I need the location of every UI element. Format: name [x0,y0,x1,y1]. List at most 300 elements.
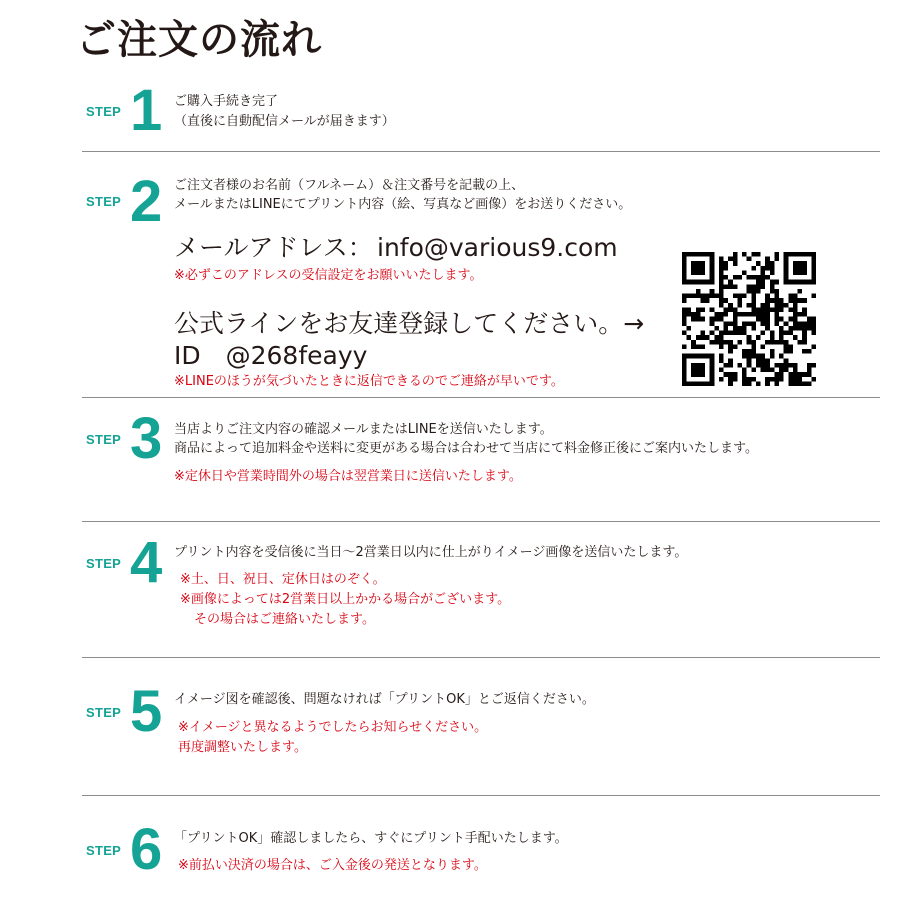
qr-module [811,270,816,275]
qr-module [714,294,719,299]
qr-module [765,261,770,266]
step6-note: ※前払い決済の場合は、ご入金後の発送となります。 [178,858,487,873]
qr-module [710,317,715,322]
qr-module [687,326,692,331]
qr-module [724,284,729,289]
qr-module [728,349,733,354]
qr-module [696,261,701,266]
qr-module [784,349,789,354]
qr-module [784,368,789,373]
qr-module [765,303,770,308]
qr-module [761,358,766,363]
qr-module [798,280,803,285]
qr-module [761,317,766,322]
qr-module [728,372,733,377]
qr-module [682,275,687,280]
qr-module [798,261,803,266]
qr-module [798,252,803,257]
qr-module [719,317,724,322]
qr-module [691,261,696,266]
line-instruction: 公式ラインをお友達登録してください。→ [174,309,645,338]
qr-module [779,372,784,377]
qr-module [747,284,752,289]
qr-module [765,257,770,262]
qr-module [811,321,816,326]
qr-module [728,321,733,326]
qr-module [691,312,696,317]
qr-module [770,349,775,354]
divider [82,397,880,398]
qr-module [733,326,738,331]
qr-module [779,335,784,340]
qr-module [793,321,798,326]
qr-module [802,326,807,331]
qr-module [710,294,715,299]
qr-module [696,344,701,349]
qr-module [682,354,687,359]
qr-module [756,335,761,340]
line-note: ※LINEのほうが気づいたときに返信できるのでご連絡が早いです。 [174,374,564,389]
qr-module [811,326,816,331]
qr-module [756,363,761,368]
qr-module [765,377,770,382]
qr-module [807,280,812,285]
qr-module [811,266,816,271]
qr-module [793,280,798,285]
qr-module [807,368,812,373]
qr-module [710,307,715,312]
qr-module [714,340,719,345]
qr-module [784,331,789,336]
step1-line: ご購入手続き完了 [174,94,279,109]
qr-module [719,312,724,317]
qr-module [756,317,761,322]
qr-module [733,257,738,262]
qr-module [710,321,715,326]
qr-module [788,317,793,322]
qr-module [784,303,789,308]
qr-module [719,303,724,308]
qr-module [696,317,701,322]
qr-module [774,363,779,368]
qr-module [691,280,696,285]
qr-module [788,252,793,257]
qr-module [687,252,692,257]
qr-module [691,294,696,299]
qr-module [747,289,752,294]
qr-module [719,266,724,271]
qr-module [779,303,784,308]
line-qr-code-icon[interactable] [680,252,818,386]
qr-module [811,331,816,336]
qr-module [770,270,775,275]
qr-module [705,280,710,285]
qr-module [728,381,733,386]
qr-module [798,377,803,382]
qr-module [765,363,770,368]
step-label: STEP [86,104,122,119]
qr-module [691,344,696,349]
qr-module [784,363,789,368]
qr-module [737,340,742,345]
qr-module [682,321,687,326]
qr-module [788,326,793,331]
qr-module [719,280,724,285]
qr-module [747,349,752,354]
qr-module [737,331,742,336]
step-number: 3 [130,406,163,471]
qr-module [751,326,756,331]
qr-module [793,368,798,373]
qr-module [761,344,766,349]
step2-line: メールまたはLINEにてプリント内容（絵、写真など画像）をお送りください。 [174,197,632,212]
qr-module [788,363,793,368]
qr-module [779,377,784,382]
qr-module [728,280,733,285]
qr-module [793,363,798,368]
qr-module [807,349,812,354]
qr-module [765,294,770,299]
qr-module [751,312,756,317]
qr-module [807,381,812,386]
qr-module [761,284,766,289]
qr-module [719,298,724,303]
qr-module [770,289,775,294]
qr-module [793,377,798,382]
qr-module [710,280,715,285]
qr-module [733,317,738,322]
qr-module [765,317,770,322]
qr-module [811,294,816,299]
qr-module [687,381,692,386]
qr-module [728,358,733,363]
qr-module [719,377,724,382]
qr-module [774,307,779,312]
qr-module [770,368,775,373]
qr-module [682,368,687,373]
qr-module [811,280,816,285]
qr-module [770,261,775,266]
qr-module [737,275,742,280]
qr-module [724,321,729,326]
qr-module [700,266,705,271]
qr-module [774,257,779,262]
qr-module [747,312,752,317]
qr-module [751,266,756,271]
qr-module [696,312,701,317]
qr-module [710,372,715,377]
step-label: STEP [86,432,122,447]
qr-module [691,252,696,257]
qr-module [802,252,807,257]
qr-module [747,381,752,386]
qr-module [751,303,756,308]
qr-module [802,312,807,317]
qr-module [774,294,779,299]
qr-module [700,280,705,285]
qr-module [756,284,761,289]
qr-module [691,354,696,359]
qr-module [710,275,715,280]
qr-module [682,257,687,262]
qr-module [737,312,742,317]
qr-module [774,289,779,294]
qr-module [784,358,789,363]
qr-module [682,298,687,303]
qr-module [774,312,779,317]
divider [82,657,880,658]
qr-module [802,321,807,326]
qr-module [765,340,770,345]
qr-module [737,298,742,303]
qr-module [719,358,724,363]
qr-module [700,363,705,368]
qr-module [798,381,803,386]
qr-module [765,275,770,280]
qr-module [751,344,756,349]
qr-module [700,298,705,303]
qr-module [719,368,724,373]
qr-module [724,261,729,266]
qr-module [728,377,733,382]
qr-module [784,344,789,349]
step-number: 2 [130,169,163,234]
qr-module [793,307,798,312]
qr-module [682,372,687,377]
qr-module [710,340,715,345]
qr-module [710,270,715,275]
divider [82,521,880,522]
qr-module [756,289,761,294]
qr-module [802,266,807,271]
qr-module [682,344,687,349]
qr-module [691,381,696,386]
step5-line: イメージ図を確認後、問題なければ「プリントOK」とご返信ください。 [174,692,595,707]
qr-module [696,363,701,368]
qr-module [733,261,738,266]
qr-module [682,270,687,275]
qr-module [747,377,752,382]
qr-module [700,368,705,373]
qr-module [724,275,729,280]
qr-module [700,331,705,336]
qr-module [724,340,729,345]
qr-module [793,294,798,299]
qr-module [710,252,715,257]
qr-module [811,257,816,262]
qr-module [774,381,779,386]
qr-module [793,298,798,303]
qr-module [751,289,756,294]
qr-module [765,312,770,317]
qr-module [756,252,761,257]
qr-module [779,368,784,373]
qr-module [733,321,738,326]
qr-module [756,358,761,363]
qr-module [774,280,779,285]
qr-module [724,266,729,271]
qr-module [700,270,705,275]
qr-module [687,280,692,285]
qr-module [696,266,701,271]
step3-note: ※定休日や営業時間外の場合は翌営業日に送信いたします。 [174,469,522,484]
qr-module [793,252,798,257]
qr-module [742,381,747,386]
qr-module [765,307,770,312]
qr-module [691,266,696,271]
qr-module [751,368,756,373]
qr-module [751,307,756,312]
qr-module [687,307,692,312]
qr-module [784,270,789,275]
qr-module [719,354,724,359]
qr-module [737,294,742,299]
qr-module [737,326,742,331]
qr-module [705,354,710,359]
step4-note: ※土、日、祝日、定休日はのぞく。 [180,572,386,587]
divider [82,795,880,796]
qr-module [710,331,715,336]
qr-module [700,381,705,386]
qr-module [747,363,752,368]
qr-module [765,266,770,271]
qr-module [724,312,729,317]
step-number: 5 [130,679,163,744]
qr-module [696,354,701,359]
qr-module [728,340,733,345]
qr-module [784,261,789,266]
qr-module [788,349,793,354]
qr-module [710,261,715,266]
step-number: 4 [130,530,163,595]
qr-module [779,307,784,312]
qr-module [807,252,812,257]
step-label: STEP [86,194,122,209]
qr-module [761,321,766,326]
qr-module [756,354,761,359]
qr-module [793,317,798,322]
qr-module [802,261,807,266]
qr-module [728,303,733,308]
qr-module [710,289,715,294]
qr-module [784,321,789,326]
qr-module [756,280,761,285]
qr-module [682,377,687,382]
qr-module [751,294,756,299]
qr-module [714,326,719,331]
qr-module [798,289,803,294]
qr-module [774,321,779,326]
qr-module [761,303,766,308]
qr-module [779,326,784,331]
qr-module [691,363,696,368]
qr-module [719,289,724,294]
qr-module [784,340,789,345]
qr-module [719,284,724,289]
qr-module [761,312,766,317]
qr-module [811,363,816,368]
email-address[interactable]: info@various9.com [377,233,618,262]
qr-module [696,294,701,299]
qr-module [719,331,724,336]
qr-module [691,368,696,373]
qr-module [802,349,807,354]
step4-note: ※画像によっては2営業日以上かかる場合がございます。 [180,592,511,607]
qr-module [779,298,784,303]
qr-module [682,261,687,266]
qr-module [770,340,775,345]
qr-module [811,344,816,349]
qr-module [793,326,798,331]
qr-module [687,354,692,359]
qr-module [710,354,715,359]
qr-module [742,331,747,336]
step1-line: （直後に自動配信メールが届きます） [174,114,395,129]
qr-module [793,303,798,308]
qr-module [751,377,756,382]
qr-module [742,321,747,326]
qr-module [682,312,687,317]
qr-module [756,275,761,280]
qr-module [700,335,705,340]
qr-module [751,284,756,289]
qr-module [807,372,812,377]
qr-module [751,275,756,280]
qr-module [784,275,789,280]
qr-module [751,321,756,326]
step6-line: 「プリントOK」確認しましたら、すぐにプリント手配いたします。 [174,831,568,846]
email-note: ※必ずこのアドレスの受信設定をお願いいたします。 [174,268,483,283]
qr-module [765,326,770,331]
qr-module [788,381,793,386]
qr-module [802,340,807,345]
qr-module [765,321,770,326]
qr-module [793,261,798,266]
qr-module [747,275,752,280]
qr-module [705,294,710,299]
qr-module [696,368,701,373]
qr-module [761,266,766,271]
qr-module [798,326,803,331]
qr-module [761,280,766,285]
qr-module [682,317,687,322]
email-label: メールアドレス： [174,233,373,262]
qr-module [714,312,719,317]
qr-module [788,372,793,377]
qr-module [807,326,812,331]
qr-module [728,284,733,289]
qr-module [784,252,789,257]
step-label: STEP [86,556,122,571]
qr-module [747,303,752,308]
qr-module [793,372,798,377]
line-id: ID @268feayy [174,341,368,370]
qr-module [793,266,798,271]
qr-module [756,261,761,266]
qr-module [756,307,761,312]
qr-module [719,275,724,280]
qr-module [770,266,775,271]
qr-module [788,331,793,336]
qr-module [710,266,715,271]
qr-module [774,377,779,382]
qr-module [733,331,738,336]
qr-module [682,252,687,257]
qr-module [705,335,710,340]
qr-module [802,307,807,312]
qr-module [742,312,747,317]
qr-module [682,331,687,336]
